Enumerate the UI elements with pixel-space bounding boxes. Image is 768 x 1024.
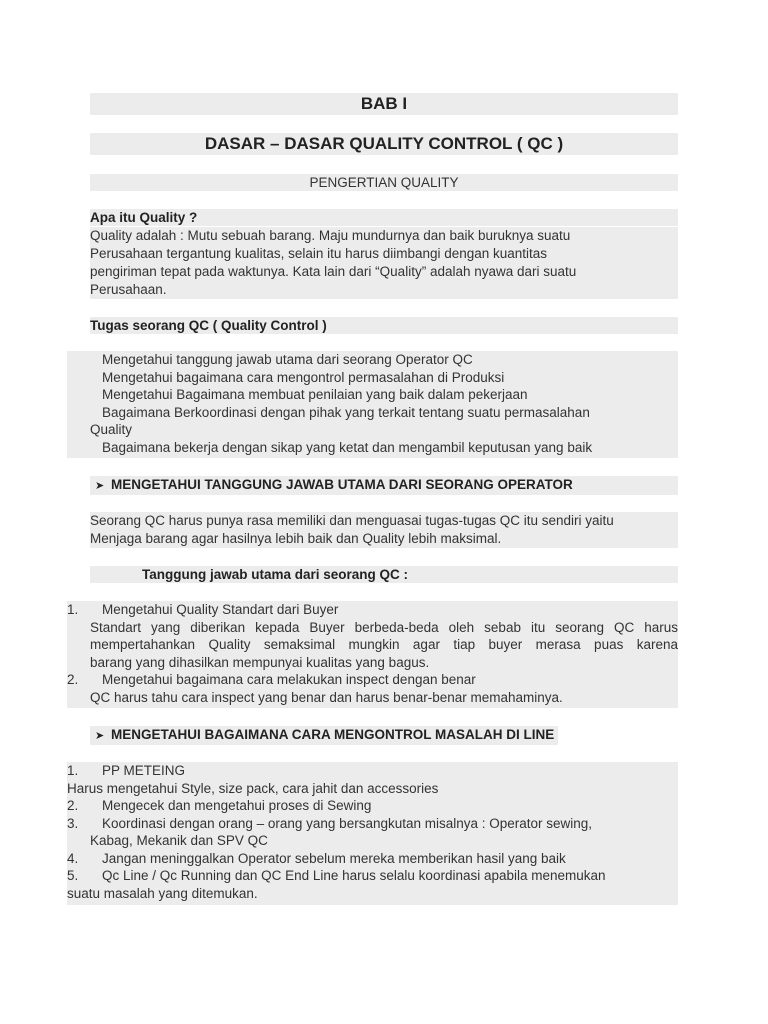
tanggung-jawab-list bbox=[67, 601, 678, 706]
list-item: 1. PP METEING bbox=[67, 763, 186, 778]
list-item-continuation: Quality bbox=[90, 422, 133, 437]
list-item: Mengetahui Bagaimana membuat penilaian yang baik dalam pekerjaan bbox=[102, 387, 528, 402]
quality-paragraph bbox=[90, 227, 678, 299]
tugas-heading: Tugas seorang QC ( Quality Control ) bbox=[90, 317, 678, 334]
quality-line: Perusahaan. bbox=[90, 282, 167, 297]
list-item: Bagaimana Berkoordinasi dengan pihak yang terkait tentang suatu permasalahan bbox=[102, 404, 590, 420]
list-item: Mengetahui bagaimana cara mengontrol permasalahan di Produksi bbox=[102, 369, 505, 385]
list-item-description: Standart yang diberikan kepada Buyer berbeda-beda oleh sebab itu seorang QC harus bbox=[90, 619, 678, 635]
list-item-continuation: suatu masalah yang ditemukan. bbox=[67, 885, 258, 901]
subtitle: PENGERTIAN QUALITY bbox=[90, 174, 678, 191]
tugas-number-gutter bbox=[67, 351, 90, 458]
quality-line: Quality adalah : Mutu sebuah barang. Maju mundurnya dan baik buruknya suatu bbox=[90, 228, 571, 243]
tanggung-jawab-heading: ➤ MENGETAHUI TANGGUNG JAWAB UTAMA DARI SEORANG OPERATOR bbox=[90, 476, 678, 495]
list-item-description: barang yang dihasilkan mempunyai kualitas yang bagus. bbox=[90, 654, 430, 670]
arrow-bullet-icon: ➤ bbox=[95, 730, 105, 742]
tanggung-jawab-paragraph: Seorang QC harus punya rasa memiliki dan menguasai tugas-tugas QC itu sendiri yaitu Menjaga barang agar hasilnya lebih baik dan Quality lebih maksimal. bbox=[90, 512, 678, 548]
list-item: 4. Jangan meninggalkan Operator sebelum mereka memberikan hasil yang baik bbox=[67, 850, 566, 866]
kontrol-heading: ➤ MENGETAHUI BAGAIMANA CARA MENGONTROL MASALAH DI LINE bbox=[90, 726, 558, 745]
list-item: 5. Qc Line / Qc Running dan QC End Line harus selalu koordinasi apabila menemukan bbox=[67, 868, 606, 883]
list-item-description: Harus mengetahui Style, size pack, cara jahit dan accessories bbox=[67, 780, 439, 796]
main-title: DASAR – DASAR QUALITY CONTROL ( QC ) bbox=[90, 133, 678, 155]
list-item: 1. Mengetahui Quality Standart dari Buyer bbox=[67, 602, 339, 617]
list-item-description: mempertahankan Quality semaksimal mungkin agar tiap buyer merasa puas karena bbox=[90, 637, 678, 652]
arrow-bullet-icon: ➤ bbox=[95, 480, 105, 492]
quality-heading: Apa itu Quality ? bbox=[90, 209, 678, 226]
quality-line: pengiriman tepat pada waktunya. Kata lain dari “Quality” adalah nyawa dari suatu bbox=[90, 264, 577, 279]
list-item-continuation: Kabag, Mekanik dan SPV QC bbox=[90, 833, 268, 848]
list-item: 3. Koordinasi dengan orang – orang yang bersangkutan misalnya : Operator sewing, bbox=[67, 815, 593, 831]
quality-line: Perusahaan tergantung kualitas, selain itu harus diimbangi dengan kuantitas bbox=[90, 246, 548, 261]
tugas-list bbox=[90, 351, 678, 458]
list-item: 2. Mengecek dan mengetahui proses di Sewing bbox=[67, 798, 372, 813]
tanggung-jawab-subheading: Tanggung jawab utama dari seorang QC : bbox=[90, 566, 678, 583]
list-item-description: QC harus tahu cara inspect yang benar dan harus benar-benar memahaminya. bbox=[90, 689, 563, 705]
list-item: Bagaimana bekerja dengan sikap yang ketat dan mengambil keputusan yang baik bbox=[102, 439, 593, 455]
chapter-title: BAB I bbox=[90, 93, 678, 115]
kontrol-list bbox=[67, 762, 678, 902]
list-item: 2. Mengetahui bagaimana cara melakukan inspect dengan benar bbox=[67, 672, 476, 687]
list-item: Mengetahui tanggung jawab utama dari seorang Operator QC bbox=[102, 352, 473, 367]
